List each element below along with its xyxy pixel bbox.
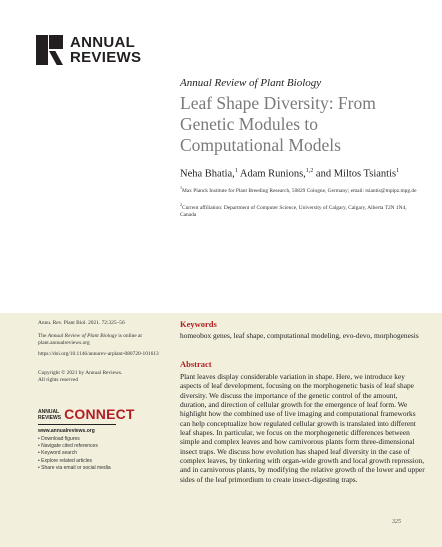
list-item: • Navigate cited references (38, 443, 98, 450)
keywords-heading: Keywords (180, 319, 217, 329)
annual-reviews-logo (36, 35, 141, 65)
affiliation-1 (180, 184, 420, 195)
keywords-text: homeobox genes, leaf shape, computational modeling, evo-devo, morphogenesis (180, 331, 419, 340)
connect-logo-text: CONNECT (64, 406, 135, 422)
author-affil-sup: 1 (234, 168, 238, 174)
connect-small-text (38, 410, 61, 421)
author-name: Adam Runions, (239, 168, 306, 180)
annual-reviews-logo-mark-icon (36, 35, 64, 65)
connect-small-line1: ANNUAL (38, 409, 60, 415)
author-name: Neha Bhatia, (180, 168, 235, 180)
abstract-text: Plant leaves display considerable variation in shape. Here, we introduce key aspects of leaf development, focusing on the morphogenetic basis of leaf shape diversity. We discuss the importance of the genetic control of the amount, duration, and direction of cellular growth for the emergence of leaf form. We highlight how the combined use of live imaging and computational frameworks can help conceptualize how regulated cellular growth is translated into different leaf shapes. In particular, we focus on the morphogenetic differences between simple and complex leaves and how carnivorous plants form three-dimensional insect traps. We discuss how evolution has shaped leaf diversity in the case of complex leaves, by tinkering with organ-wide growth and local growth repression, and in carnivorous plants, by modifying the relative growth of the lower and upper sides of the leaf primordium to create insect-digesting traps. (180, 372, 425, 484)
connect-small-line2: REVIEWS (38, 414, 62, 421)
connect-header (38, 407, 168, 421)
list-item: • Explore related articles (38, 457, 92, 464)
affiliation-sup: 2 (180, 202, 182, 207)
logo-wordmark (70, 35, 141, 65)
online-note-post: is online at plant.annualreviews.org (38, 333, 142, 346)
online-note (38, 333, 160, 347)
connect-feature-list (38, 436, 168, 472)
author-name: and Miltos Tsiantis (315, 168, 397, 180)
page-number: 325 (392, 519, 401, 525)
author-affil-sup: 1 (396, 168, 400, 174)
logo-line1: ANNUAL (70, 34, 136, 51)
abstract-heading: Abstract (180, 359, 212, 369)
affiliation-sup: 1 (180, 185, 182, 190)
journal-name: Annual Review of Plant Biology (180, 77, 322, 89)
author-affil-sup: 1,2 (305, 168, 314, 174)
connect-url[interactable]: www.annualreviews.org (38, 428, 95, 434)
list-item: • Download figures (38, 436, 80, 442)
article-title: Leaf Shape Diversity: From Genetic Modules to Computational Models (180, 93, 376, 155)
affiliation-text: Current affiliation: Department of Computer Science, University of Calgary, Calgary, Alberta T2N 1N4, Canada (180, 204, 407, 218)
doi-link[interactable]: https://doi.org/10.1146/annurev-arplant-080720-101613 (38, 351, 159, 357)
rights-line: All rights reserved (38, 377, 79, 383)
affiliation-text: Max Planck Institute for Plant Breeding Research, 50829 Cologne, Germany; email: tsiantis@mpipz.mpg.de (182, 187, 417, 194)
copyright-line: Copyright © 2021 by Annual Reviews. (38, 370, 123, 376)
logo-line2: REVIEWS (70, 49, 142, 66)
citation: Annu. Rev. Plant Biol. 2021. 72:325–56 (38, 320, 125, 326)
author-list (180, 168, 399, 180)
online-note-journal: Annual Review of Plant Biology (47, 333, 117, 339)
copyright (38, 370, 160, 384)
annual-reviews-connect (38, 407, 168, 472)
connect-divider (38, 424, 116, 425)
online-note-pre: The (38, 333, 48, 339)
list-item: • Share via email or social media (38, 464, 111, 471)
affiliation-2 (180, 201, 420, 219)
list-item: • Keyword search (38, 450, 77, 457)
